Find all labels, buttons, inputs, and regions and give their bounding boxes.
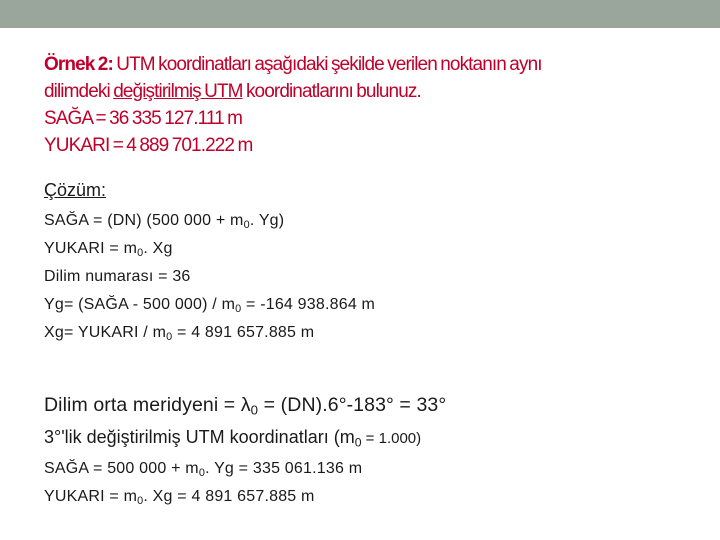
example-label: Örnek 2: <box>44 54 113 75</box>
solution-line-4-sub: 0 <box>235 303 242 316</box>
solution-line-2 <box>44 240 173 258</box>
solution-line-5-sub: 0 <box>166 331 173 344</box>
yukari-final-pre: YUKARI = m <box>44 488 138 505</box>
saga-final-pre: SAĞA = 500 000 + m <box>44 460 199 477</box>
yukari-final-sub: 0 <box>137 495 144 508</box>
solution-line-2-sub: 0 <box>137 247 144 260</box>
solution-heading: Çözüm: <box>44 180 107 200</box>
meridian-sub: 0 <box>250 402 259 418</box>
solution-line-1-pre: SAĞA = (DN) (500 000 + m <box>44 212 244 229</box>
solution-line-3: Dilim numarası = 36 <box>44 268 191 285</box>
solution-line-5-pre: Xg= YUKARI / m <box>44 324 167 341</box>
solution-line-1 <box>44 212 284 230</box>
example-text-a: UTM koordinatları aşağıdaki şekilde verilen noktanın aynı <box>116 54 542 75</box>
slide-top-bar <box>0 0 720 28</box>
solution-line-4-pre: Yg= (SAĞA - 500 000) / m <box>44 296 236 313</box>
yukari-final-post: . Xg = 4 891 657.885 m <box>143 488 315 505</box>
solution-line-2-post: . Xg <box>143 240 173 257</box>
meridian-post: = (DN).6°-183° = 33° <box>258 394 447 416</box>
solution-line-1-post: . Yg) <box>249 212 285 229</box>
modified-utm-line <box>44 427 421 448</box>
modified-post: = 1.000) <box>361 430 422 447</box>
solution-line-4-post: = -164 938.864 m <box>241 296 376 313</box>
solution-line-4 <box>44 296 375 314</box>
saga-final-sub: 0 <box>198 467 206 480</box>
modified-pre: 3°'lik değiştirilmiş UTM koordinatları (m <box>44 427 355 447</box>
solution-line-1-sub: 0 <box>243 219 250 232</box>
meridian-line <box>44 394 446 417</box>
saga-final-post: . Yg = 335 061.136 m <box>205 460 363 477</box>
solution-line-5-post: = 4 891 657.885 m <box>172 324 315 341</box>
example-text-b-underlined: değiştirilmiş UTM <box>113 81 243 102</box>
solution-line-2-pre: YUKARI = m <box>44 240 138 257</box>
yukari-final-line <box>44 488 315 506</box>
example-saga: SAĞA = 36 335 127.111 m <box>44 108 243 129</box>
example-text-b-post: koordinatlarını bulunuz. <box>242 81 421 102</box>
saga-final-line <box>44 460 362 478</box>
example-line-2 <box>44 81 421 103</box>
example-text-b-pre: dilimdeki <box>44 81 114 102</box>
modified-sub: 0 <box>354 435 362 450</box>
example-line-1 <box>44 54 542 76</box>
example-yukari: YUKARI = 4 889 701.222 m <box>44 135 253 156</box>
solution-line-5 <box>44 324 314 342</box>
meridian-pre: Dilim orta meridyeni = λ <box>44 394 251 416</box>
